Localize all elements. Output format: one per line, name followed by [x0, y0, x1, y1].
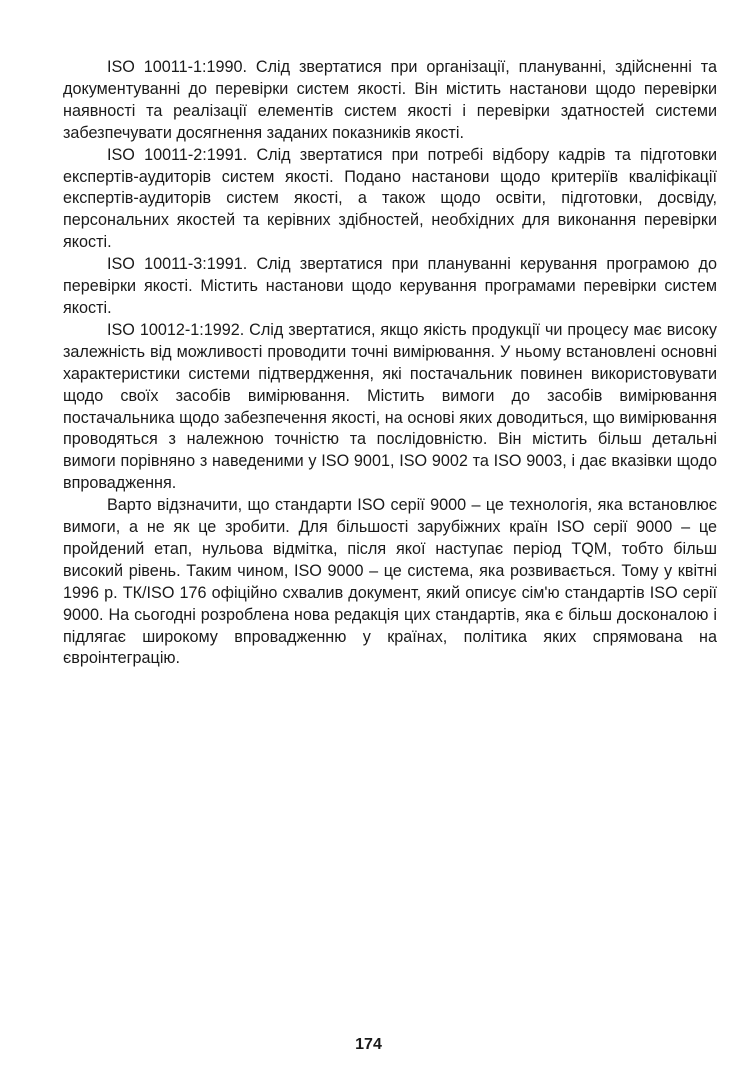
paragraph-iso-10011-1: ISO 10011-1:1990. Слід звертатися при організації, плануванні, здійсненні та документуванні до перевірки систем якості. Він містить настанови щодо перевірки наявності та реалізації елементів систем якості і перевірки здатностей системи забезпечувати досягнення заданих показників якості. — [63, 58, 717, 142]
paragraph-iso-10011-2: ISO 10011-2:1991. Слід звертатися при потребі відбору кадрів та підготовки експертів-аудиторів систем якості. Подано настанови щодо критеріїв кваліфікації експертів-аудиторів систем якості, а також щодо освіти, підготовки, досвіду, персональних якостей та керівних здібностей, необхідних для виконання перевірки якості. — [63, 145, 717, 252]
paragraph-iso-10011-3: ISO 10011-3:1991. Слід звертатися при плануванні керування програмою до перевірки якості. Містить настанови щодо керування програмами перевірки систем якості. — [63, 255, 717, 317]
paragraph-iso-10012-1: ISO 10012-1:1992. Слід звертатися, якщо якість продукції чи процесу має високу залежність від можливості проводити точні вимірювання. У ньому встановлені основні характеристики системи підтвердження, які постачальник повинен використовувати щодо своїх засобів вимірювання. Містить вимоги до засобів вимірювання постачальника щодо забезпечення якості, на основі яких доводиться, що вимірювання проводяться з належною точністю та послідовністю. Він містить більш детальні вимоги порівняно з наведеними у ISO 9001, ISO 9002 та ISO 9003, і дає вказівки щодо впровадження. — [63, 320, 717, 493]
body-text — [63, 57, 717, 670]
page-number: 174 — [355, 1036, 382, 1053]
paragraph-iso-9000-summary: Варто відзначити, що стандарти ISO серії 9000 – це технологія, яка встановлює вимоги, а не як це зробити. Для більшості зарубіжних країн ISO серії 9000 – це пройдений етап, нульова відмітка, після якої наступає період TQM, тобто більш високий рівень. Таким чином, ISO 9000 – це система, яка розвивається. Тому у квітні 1996 р. ТК/ISO 176 офіційно схвалив документ, який описує сім'ю стандартів ISO серії 9000. На сьогодні розроблена нова редакція цих стандартів, яка є більш досконалою і підлягає широкому впровадженню у країнах, політика яких спрямована на євроінтеграцію. — [63, 496, 717, 668]
